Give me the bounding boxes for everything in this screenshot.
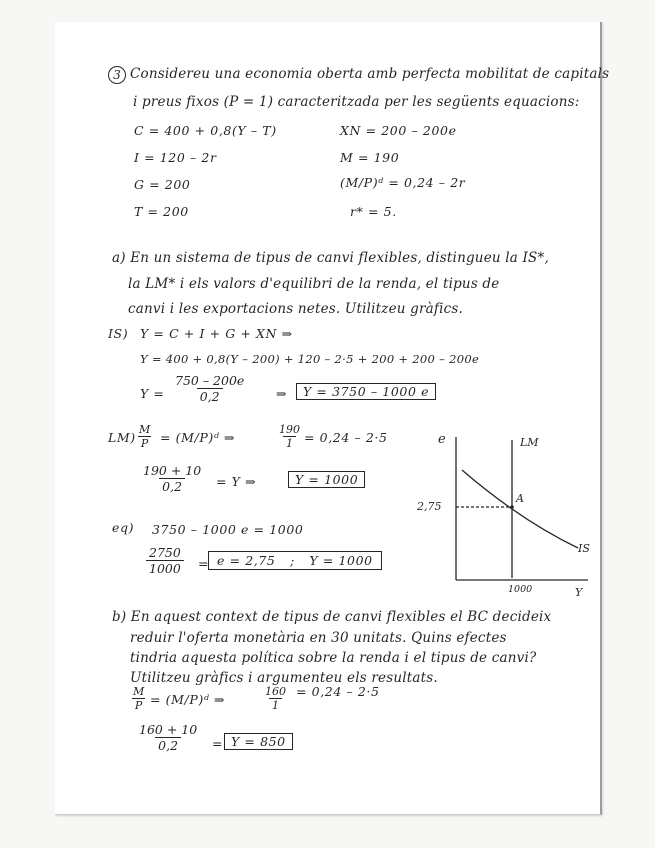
- lm-p-denominator: P: [138, 436, 151, 450]
- part-b-160-numerator: 160: [265, 685, 286, 698]
- graph-y-axis-label: e: [438, 432, 446, 447]
- graph-y-value-label: 1000: [508, 584, 533, 595]
- problem-intro-line-2: i preus fixos (P = 1) caracteritzada per les següents equacions:: [133, 94, 580, 110]
- part-b-rhs: = 0,24 – 2·5: [296, 684, 380, 699]
- equation-consumption: C = 400 + 0,8(Y – T): [134, 123, 277, 138]
- part-b-question-line-4: Utilitzeu gràfics i argumenteu els resultats.: [130, 670, 438, 686]
- part-b-fraction-numerator: 160 + 10: [139, 722, 198, 737]
- eq-label: eq): [112, 520, 135, 535]
- lm-fraction-denominator: 0,2: [159, 478, 185, 494]
- is-line-1: Y = C + I + G + XN ⇒: [140, 326, 293, 341]
- lm-fraction-numerator: 190 + 10: [143, 463, 202, 478]
- part-b-m-over-p: [130, 685, 147, 712]
- is-result-box: Y = 3750 – 1000 e: [296, 383, 436, 400]
- eq-equals: =: [198, 556, 210, 571]
- lm-m-numerator: M: [139, 423, 151, 436]
- is-fraction-numerator: 750 – 200e: [175, 373, 245, 388]
- part-b-160-over-1: [262, 685, 289, 712]
- part-b-money-demand: = (M/P)ᵈ ⇒: [150, 692, 226, 707]
- lm-1-denominator: 1: [283, 436, 296, 450]
- graph-point-label: A: [516, 492, 524, 505]
- part-b-question-line-3: tindria aquesta política sobre la renda i el tipus de canvi?: [130, 650, 537, 666]
- part-a-question-line-2: la LM* i els valors d'equilibri de la renda, el tipus de: [128, 276, 500, 292]
- part-b-question-line-2: reduir l'oferta monetària en 30 unitats. Quins efectes: [130, 630, 507, 646]
- part-b-equals: =: [212, 736, 224, 751]
- equation-world-rate: r* = 5.: [350, 204, 397, 219]
- lm-rhs: = 0,24 – 2·5: [304, 430, 388, 445]
- eq-fraction-numerator: 2750: [149, 545, 181, 560]
- is-implies-arrow: ⇒: [276, 386, 288, 401]
- eq-fraction-denominator: 1000: [146, 560, 184, 576]
- lm-result-box: Y = 1000: [288, 471, 365, 488]
- equation-net-exports: XN = 200 – 200e: [340, 123, 457, 138]
- graph-x-axis-label: Y: [575, 586, 583, 599]
- part-a-question-line-1: a) En un sistema de tipus de canvi flexibles, distingueu la IS*,: [112, 250, 549, 266]
- equation-money-supply: M = 190: [340, 150, 400, 165]
- part-b-p-denominator: P: [132, 698, 145, 712]
- is-line-2: Y = 400 + 0,8(Y – 200) + 120 – 2·5 + 200 + 200 – 200e: [140, 352, 480, 366]
- graph-lm-label: LM: [520, 436, 539, 449]
- graph-e-value-label: 2,75: [417, 500, 442, 513]
- graph-is-label: IS: [578, 542, 590, 555]
- is-fraction-lhs: Y =: [140, 386, 165, 401]
- eq-result-e: e = 2,75: [217, 553, 276, 568]
- equation-investment: I = 120 – 2r: [134, 150, 217, 165]
- part-b-result-box: Y = 850: [224, 733, 293, 750]
- is-fraction-denominator: 0,2: [197, 388, 223, 404]
- equation-government: G = 200: [134, 177, 191, 192]
- equation-money-demand: (M/P)ᵈ = 0,24 – 2r: [340, 175, 466, 190]
- part-b-m-numerator: M: [133, 685, 145, 698]
- part-b-question-line-1: b) En aquest context de tipus de canvi flexibles el BC decideix: [112, 609, 552, 625]
- lm-190-numerator: 190: [279, 423, 300, 436]
- eq-line: 3750 – 1000 e = 1000: [152, 522, 304, 537]
- eq-separator: ;: [290, 553, 295, 568]
- part-b-fraction-denominator: 0,2: [155, 737, 181, 753]
- graph-equilibrium-point: [510, 505, 514, 509]
- eq-result-y: Y = 1000: [309, 553, 373, 568]
- problem-number: 3: [108, 66, 126, 84]
- equation-taxes: T = 200: [134, 204, 189, 219]
- graph-is-curve: [462, 470, 578, 548]
- part-b-fraction: [136, 722, 200, 753]
- is-label: IS): [108, 326, 129, 341]
- problem-intro-line-1: Considereu una economia oberta amb perfecta mobilitat de capitals: [130, 66, 610, 82]
- part-a-question-line-3: canvi i les exportacions netes. Utilitzeu gràfics.: [128, 301, 464, 317]
- lm-label: LM): [108, 430, 136, 445]
- lm-money-demand: = (M/P)ᵈ ⇒: [160, 430, 236, 445]
- lm-fraction-rhs: = Y ⇒: [216, 474, 257, 489]
- part-b-1-denominator: 1: [269, 698, 282, 712]
